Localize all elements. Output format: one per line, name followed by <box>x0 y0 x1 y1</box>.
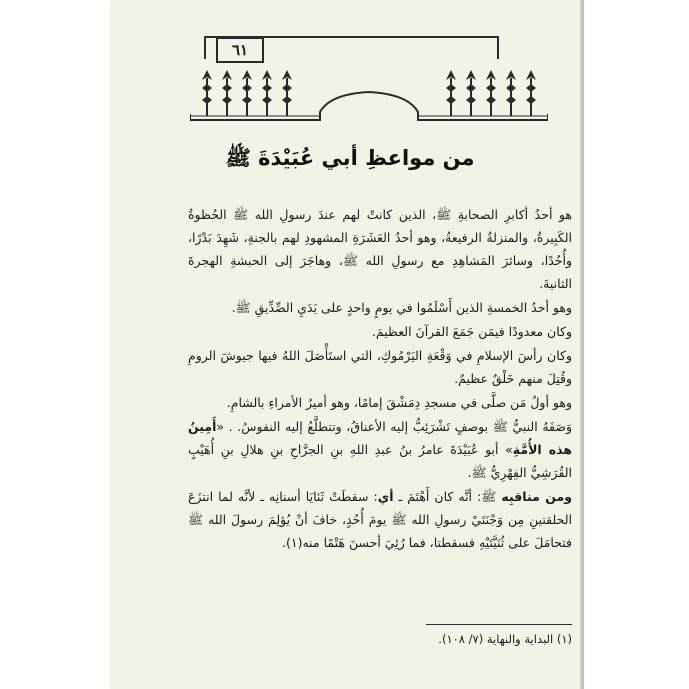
paragraph: وكان رأسَ الإسلامِ في وَقْعَةِ اليَرْمُوكِ، التي استَأْصَلَ اللهُ فيها جيوشَ الرومِ وقُتِلَ منهم خَلْقٌ عظيمٌ. <box>188 348 572 386</box>
footnote: (١) البداية والنهاية (٧/ ١٠٨). <box>438 632 572 646</box>
bold-phrase: ومن مناقبِه <box>501 489 572 504</box>
paragraph <box>188 415 572 484</box>
paragraph <box>188 485 572 554</box>
book-page-spread <box>110 0 584 689</box>
bold-phrase: أي <box>377 489 394 504</box>
footnote-divider <box>426 624 572 625</box>
bold-phrase: أَمِينُ هذه الأُمَّةِ <box>188 419 573 457</box>
paragraph-text: » أبو عُبَيْدَةَ عامرُ بنُ عبدِ اللهِ بنِ الجرَّاحِ بنِ هلالِ بنِ أُهَيْبٍ القُرَشِيُّ الفِهْرِيُّ ﷺ. <box>188 442 572 480</box>
paragraph: وكان معدودًا فيمَن جَمَعَ القرآنَ العظيمَ. <box>371 324 572 339</box>
header-ornament <box>190 62 548 124</box>
body-text <box>188 203 572 555</box>
paragraph-text: وَصَفَهُ النبيُّ ﷺ بوصفٍ تَشْرَئِبُّ إليه الأعناقُ، وتتطلَّعُ إليه النفوسُ. . « <box>216 419 572 434</box>
paragraph-text: ﷺ: أنَّه كان أَهْتَمَ ـ <box>393 489 502 504</box>
paragraph: هو أحدُ أكابرِ الصحابةِ ﷺ، الذين كانتْ لهم عندَ رسولِ الله ﷺ الحُظوةُ الكَبِيرةُ، والمنزلةُ الرفيعةُ، وهو أحدُ العَشَرَةِ المشهودِ لهم بالجنةِ، شَهِدَ بَدْرًا، وأُحُدًا، وسائرَ المَشاهِدِ مع رسولِ الله ﷺ، وهاجَرَ إلى الحبشةِ الهجرةَ الثانيةَ. <box>188 207 572 291</box>
paragraph-text: : سقطَتْ ثَنَايَا أسنانِه ـ لأنَّه لما انتزَعَ الحلقتينِ مِن وَجْنَتَيْ رسولِ الله ﷺ يومَ أُحُدٍ، خافَ أنْ يُؤلِمَ رسولَ الله ﷺ فتحامَلَ على ثُنَيَّتَيْهِ فسقطتا، فما رُئِيَ أحسنَ هَتْمًا منه(١). <box>188 489 572 550</box>
paragraph: وهو أولُ مَن صلَّى في مسجدِ دِمَشْقَ إمامًا، وهو أميرُ الأمراءِ بالشامِ. <box>226 395 572 410</box>
page-number: ٦١ <box>216 37 264 63</box>
paragraph: وهو أحدُ الخمسةِ الذين أَسْلَمُوا في يومٍ واحدٍ على يَدَيِ الصِّدِّيقِ ﷺ. <box>231 300 572 315</box>
chapter-title: من مواعظِ أبي عُبَيْدَةَ ﷺ <box>225 146 475 170</box>
page-edge <box>580 0 584 689</box>
